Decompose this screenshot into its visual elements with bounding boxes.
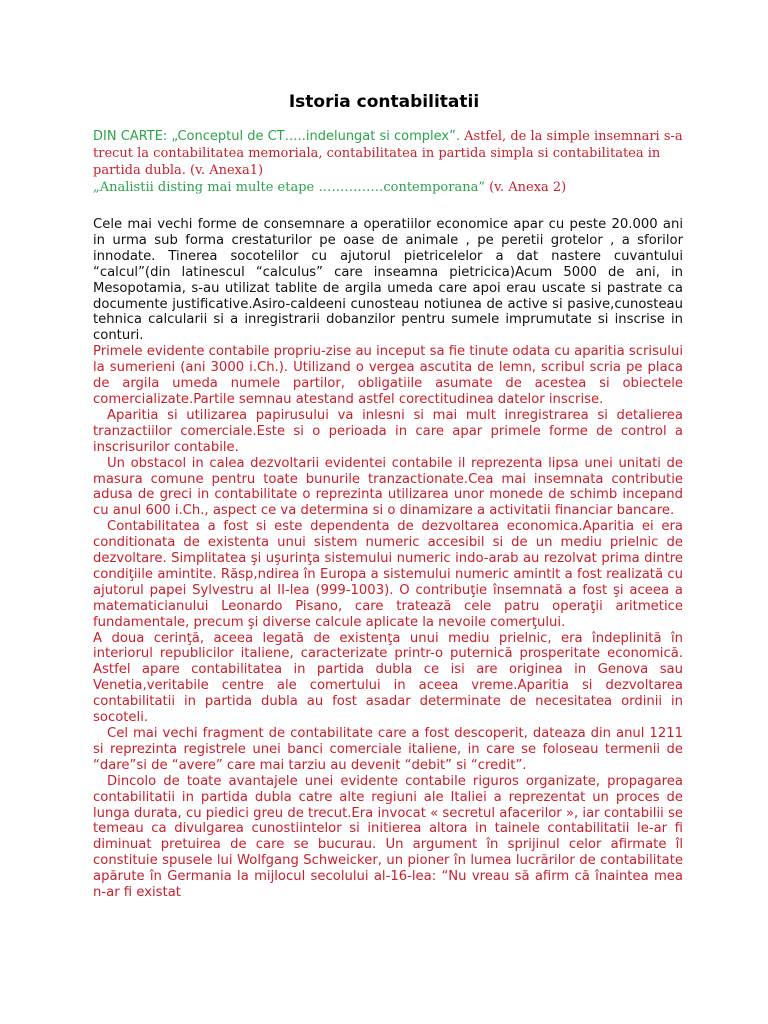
paragraph: Un obstacol in calea dezvoltarii evidentei contabile il reprezenta lipsa unei unitati de masura comune pentru toate bunurile tranzactionate.Cea mai insemnata contributie adusa de greci in contabilitate o reprezinta utilizarea unor monede de schimb incepand cu anul 600 i.Ch., aspect ce va determina si o dinamizare a activitatii financiar bancare. [93,455,683,519]
intro-quote-2: „Analistii disting mai multe etape ……………contemporana” [93,180,485,195]
page-title: Istoria contabilitatii [288,92,480,112]
paragraph: Aparitia si utilizarea papirusului va inlesni si mai mult inregistrarea si detalierea tranzactiilor comerciale.Este si o perioada in care apar primele forme de control a inscrisurilor contabile. [93,407,683,455]
intro-text-1: Astfel, de la simple insemnari s-a trecut la contabilitatea memoriala, contabilitatea in partida simpla si contabilitatea in partida dubla. (v. Anexa1) [93,129,683,178]
body-text [93,217,683,901]
intro-text-2: (v. Anexa 2) [484,180,567,195]
paragraph: Cel mai vechi fragment de contabilitate care a fost descoperit, dateaza din anul 1211 si reprezinta registrele unei banci comerciale italiene, in care se foloseau termenii de “dare”si de “avere” care mai tarziu au devenit “debit” si “credit”. [93,726,683,773]
paragraph: A doua cerinţă, aceea legată de existenţa unui mediu prielnic, era îndeplinită în interiorul republicilor italiene, caracterizate printr-o puternică prosperitate economică. Astfel apare contabilitatea in partida dubla ce isi are originea in Genova sau Venetia,veritabile centre ale comertului in aceea vreme.Aparitia si dezvoltarea contabilitatii in partida dubla au fost asadar determinate de necesitatea ordinii in socoteli. [93,630,683,726]
paragraph: Primele evidente contabile propriu-zise au inceput sa fie tinute odata cu aparitia scrisului la sumerieni (ani 3000 i.Ch.). Utilizand o vergea ascutita de lemn, scribul scria pe placa de argila umeda numele partilor, obligatiile asumate de acestea si obiectele comercializate.Partile semnau atestand astfel corectitudinea datelor inscrise. [93,344,683,407]
paragraph: Cele mai vechi forme de consemnare a operatiilor economice apar cu peste 20.000 ani in urma sub forma crestaturilor pe oase de animale , pe peretii grotelor , a sforilor innodate. Tinerea socotelilor cu ajutorul pietricelelor a dat nastere cuvantului “calcul”(din latinescul “calculus” care inseamna pietricica)Acum 5000 de ani, in Mesopotamia, s-au utilizat tablite de argila umeda care apoi erau uscate si pastrate ca documente justificative.Asiro-caldeeni cunosteau notiunea de active si pasive,cunosteau tehnica calcularii si a inregistrarii dobanzilor pentru sumele imprumutate si inscrise in conturi. [93,217,683,344]
intro-quote-1: DIN CARTE: „Conceptul de CT…..indelungat si complex”. [93,129,465,144]
intro-block [93,128,683,196]
paragraph: Contabilitatea a fost si este dependenta de dezvoltarea economica.Aparitia ei era conditionata de existenta unui sistem numeric accesibil si de un mediu prielnic de dezvoltare. Simplitatea şi uşurinţa sistemului numeric indo-arab au rezolvat prima dintre condiţiile amintite. Răsp,ndirea în Europa a sistemului numeric amintit a fost realizată cu ajutorul papei Sylvestru al II-lea (999-1003). O contribuţie însemnată a fost şi aceea a matematicianului Leonardo Pisano, care tratează cele patru operaţii aritmetice fundamentale, precum şi diverse calcule aplicate la nevoile comerţului. [93,519,683,630]
paragraph: Dincolo de toate avantajele unei evidente contabile riguros organizate, propagarea contabilitatii in partida dubla catre alte regiuni ale Italiei a reprezentat un proces de lunga durata, cu piedici greu de trecut.Era invocat « secretul afacerilor », iar contabilii se temeau ca divulgarea cunostiintelor si initierea altora in tainele contabilitatii le-ar fi diminuat pretuirea de care se bucurau. Un argument în sprijinul celor afirmate îl constituie spusele lui Wolfgang Schweicker, un pioner în lumea lucrărilor de contabilitate apărute în Germania la mijlocul secolului al-16-lea: “Nu vreau să afirm că înaintea mea n-ar fi existat [93,773,683,901]
